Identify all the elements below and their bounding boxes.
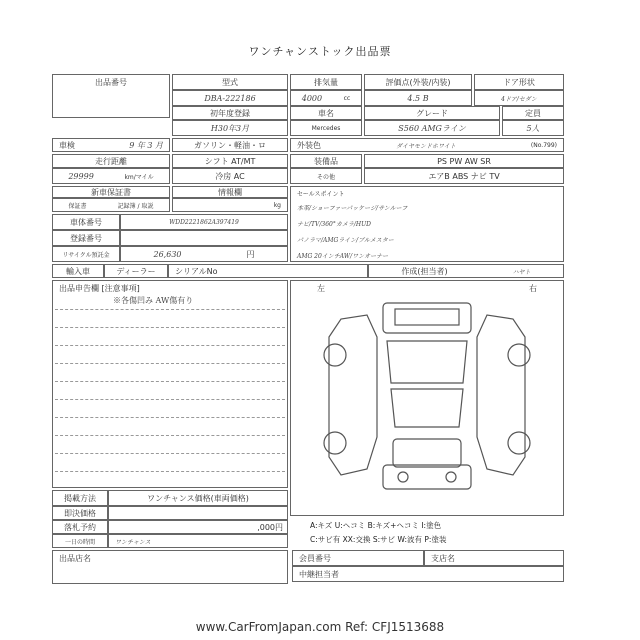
contact-time-value-cell [108,534,288,548]
grade-label: グレード [416,108,448,118]
maintenance-label-cell [172,186,288,198]
maintenance-value-cell [172,198,288,212]
aircon-cell [172,168,288,184]
legend-line-1 [310,518,564,532]
chassis-label: 車体番号 [70,217,102,227]
serial-cell [168,264,368,278]
grade-eval-value: 4.5 B [407,93,429,103]
capacity-label: 定員 [525,108,541,118]
maker-label: 車名 [318,108,334,118]
reg-label: 登録番号 [70,233,102,243]
legend-line-2 [310,532,564,546]
maker-value: Mercedes [311,124,341,132]
color-value: ダイヤモンドホワイト [396,142,456,150]
grade-label-cell [364,106,500,120]
inspection-label: 車検 [59,140,75,150]
sales-note-1: 本革/ショーファーパッケージ/サンルーフ [297,205,408,212]
import-label: 輸入車 [66,266,90,276]
shop-name-label: 出品店名 [59,554,91,563]
work-value: ハヤト [512,268,531,276]
shift-label: シフト AT/MT [204,156,256,166]
maintenance-value: kg [273,201,281,209]
work-cell [368,264,564,278]
model-label: 型式 [222,77,238,87]
method-value-cell [108,490,288,506]
reference-footer: www.CarFromJapan.com Ref: CFJ1513688 [195,620,445,634]
notes-text: ※各傷凹み AW傷有り [113,296,194,305]
legend-text-2: C:サビ有 XX:交換 S:サビ W:波有 P:塗装 [310,534,447,544]
relay-contact-label: 中継担当者 [299,569,339,579]
serial-label: シリアルNo [175,266,218,276]
sales-point-label: セールスポイント [297,191,345,198]
document-title: ワンチャンストック出品票 [248,45,392,58]
member-number-cell [292,550,424,566]
diagram-right-label: 右 [529,284,537,293]
contact-time-label-cell [52,534,108,548]
mileage-value-cell [52,168,170,184]
equip-other-cell [290,168,362,184]
capacity-value: 5人 [526,123,540,133]
grade-value-cell [364,120,500,136]
equip-values-1-cell [364,154,564,168]
cc-value-cell [290,90,362,106]
first-reg-value: H30年3月 [210,123,250,133]
legend-text-1: A:キズ U:ヘコミ B:キズ+ヘコミ I:塗色 [310,520,442,530]
grade-eval-label: 評価点(外装/内装) [385,77,451,87]
mileage-unit: km/マイル [124,173,154,181]
equip-values-2-cell [364,168,564,184]
recycle-unit: 円 [246,249,255,259]
first-reg-value-cell [172,120,288,136]
member-number-label: 会員番号 [299,553,331,563]
recycle-value: 26,630 [153,249,182,259]
method-value: ワンチャンス価格(車両価格) [147,493,249,503]
lot-number-cell [52,74,170,118]
chassis-label-cell [52,214,120,230]
warranty-label: 新車保証書 [91,187,131,197]
recycle-value-cell [120,246,288,262]
cc-label-cell [290,74,362,90]
method-label-cell [52,490,108,506]
capacity-label-cell [502,106,564,120]
reg-label-cell [52,230,120,246]
mileage-label-cell [52,154,170,168]
chassis-value-cell [120,214,288,230]
inspection-cell [52,138,170,152]
negotiate-value-cell [108,506,288,520]
notes-panel [52,280,288,488]
color-label: 外装色 [297,140,321,150]
color-number: (No.799) [530,141,557,149]
warranty-values-cell [52,198,170,212]
negotiate-label: 即決価格 [64,508,96,518]
mileage-value: 29999 [68,171,94,181]
reserve-value-cell [108,520,288,534]
maintenance-label: 情報欄 [218,187,242,197]
model-value: DBA-222186 [204,93,256,103]
model-value-cell [172,90,288,106]
warranty-label-cell [52,186,170,198]
lot-number-label: 出品番号 [95,78,127,87]
warranty-sub-label: 保証書 [68,202,87,210]
sales-point-box [290,186,564,262]
model-label-cell [172,74,288,90]
equip-label-cell [290,154,362,168]
grade-value: S560 AMGライン [398,123,466,133]
recycle-label: リサイクル預託金 [62,251,110,259]
reserve-label: 落札予約 [64,522,96,532]
equip-other-label: その他 [316,173,335,181]
damage-diagram-panel [290,280,564,516]
mileage-label: 走行距離 [95,156,127,166]
relay-contact-cell [292,566,564,582]
dealer-label: ディーラー [116,266,156,276]
door-value: 4ドア/セダン [501,95,537,103]
fuel-label: ガソリン・軽油・ロ [194,140,266,150]
door-value-cell [474,90,564,106]
diagram-left-label: 左 [317,284,325,293]
dealer-cell [104,264,168,278]
reg-value-cell [120,230,288,246]
door-label: ドア形状 [503,77,535,87]
sales-note-3: パノラマ/AMGライン/ブルメスター [297,237,394,244]
grade-eval-value-cell [364,90,472,106]
equip-values-1: PS PW AW SR [437,156,491,166]
fuel-cell [172,138,288,152]
maker-label-cell [290,106,362,120]
shift-cell [172,154,288,168]
first-reg-label-cell [172,106,288,120]
reserve-value: ,000円 [257,522,283,532]
notes-label: 出品申告欄 [注意事項] [59,284,140,293]
car-damage-diagram [291,297,563,497]
equip-label: 装備品 [314,156,338,166]
method-label: 掲載方法 [64,493,96,503]
maker-value-cell [290,120,362,136]
cc-label: 排気量 [314,77,338,87]
chassis-value: WDD2221862A397419 [169,218,239,226]
inspection-value: 9 年 3 月 [129,140,163,150]
reserve-label-cell [52,520,108,534]
branch-name-label: 支店名 [431,553,455,563]
equip-values-2: エアB ABS ナビ TV [428,171,500,181]
aircon-label: 冷房 AC [215,171,245,181]
color-cell [290,138,564,152]
sales-note-2: ナビ/TV/360°カメラ/HUD [297,221,371,228]
first-reg-label: 初年度登録 [210,108,250,118]
branch-name-cell [424,550,564,566]
contact-time-value: ワンチャンス [115,538,151,546]
recycle-label-cell [52,246,120,262]
negotiate-label-cell [52,506,108,520]
door-label-cell [474,74,564,90]
sales-note-4: AMG 20インチAW/ワンオーナー [297,253,389,260]
cc-value: 4000 [301,93,323,103]
contact-time-label: 一日の時間 [64,538,95,546]
import-cell [52,264,104,278]
warranty-values: 記録簿 / 取説 [117,202,154,210]
work-label: 作成(担当者) [401,266,448,276]
shop-name-cell [52,550,288,584]
grade-eval-label-cell [364,74,472,90]
capacity-value-cell [502,120,564,136]
cc-unit: cc [343,94,351,102]
